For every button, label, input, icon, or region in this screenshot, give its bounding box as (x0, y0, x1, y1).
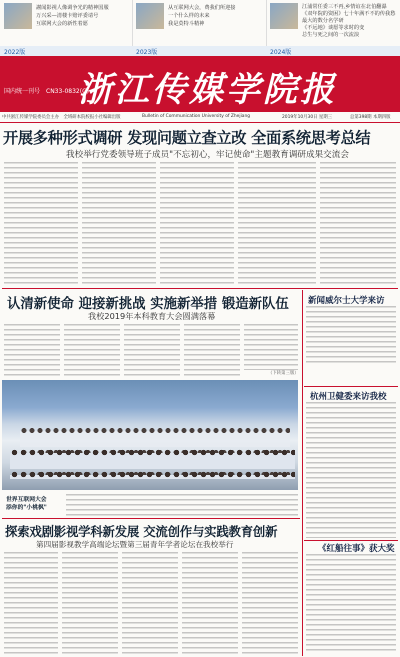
teaser-line: 互联网大会的新性着愿 (36, 21, 88, 27)
teaser-line: 《不远地》谈愿等求时的变 (302, 25, 365, 31)
sidebar-body-1 (306, 306, 396, 366)
second-body-col-5 (244, 324, 298, 370)
issue-number: 总第398期 本期四版 (350, 115, 391, 120)
teaser-tag: 2024版 (270, 49, 292, 56)
lead-body-col-4 (238, 162, 316, 286)
third-headline[interactable]: 探索戏剧影视学科新发展 交流创作与实践教育创新 (5, 524, 278, 539)
issue-date: 2019年10月30日 星期三 (282, 115, 333, 120)
teaser-tag: 2023版 (136, 49, 158, 56)
lead-body-col-2 (82, 162, 156, 286)
photo-caption (66, 494, 298, 516)
sidebar-divider (302, 290, 303, 656)
teaser-thumbnail (4, 3, 32, 29)
third-body-col-3 (122, 552, 178, 656)
publisher: 中共浙江传媒学院委员会主办 全域研本院校报小社编辑出版 (2, 115, 121, 120)
second-body-col-2 (64, 324, 120, 376)
group-photo-crowd-front (10, 447, 295, 479)
teaser-line: 《双年院的资困》七十年满不不的传我愁 (302, 11, 396, 17)
sidebar-body-3 (306, 554, 396, 654)
lead-subhead: 我校举行党委领导班子成员"不忘初心，牢记使命"主题教育调研成果交流会 (66, 150, 349, 160)
english-title: Bulletin of Communication University of Zhejiang (142, 114, 251, 119)
teaser-line: 最大的数分名学研 (302, 18, 344, 24)
second-body-col-4 (184, 324, 240, 376)
third-body-col-5 (242, 552, 298, 656)
sidebar-headline-2[interactable]: 杭州卫健委来访我校 (310, 392, 387, 402)
teaser-1[interactable] (0, 0, 133, 56)
lead-headline[interactable]: 开展多种形式调研 发现问题立查立改 全面系统思考总结 (3, 129, 371, 147)
teaser-tag: 2022版 (4, 49, 26, 56)
lead-body-col-1 (4, 162, 78, 286)
third-body-col-1 (4, 552, 58, 656)
newspaper-title: 浙江传媒学院报 (78, 70, 337, 110)
info-bar (0, 112, 400, 123)
teaser-thumbnail (136, 3, 164, 29)
second-body-col-3 (124, 324, 180, 376)
teaser-line: 总生与死之间的一次流浪 (302, 32, 360, 38)
third-body-col-2 (62, 552, 118, 656)
teaser-2[interactable] (132, 0, 267, 56)
sidebar-headline-1[interactable]: 新闻威尔士大学来访 (308, 296, 385, 306)
teaser-thumbnail (270, 3, 298, 29)
sidebar-headline-3[interactable]: 《红船往事》获大奖 (318, 544, 395, 554)
teaser-line: 一个什么样的未来 (168, 13, 210, 19)
sidebar-rule (304, 386, 398, 387)
second-body-col-1 (4, 324, 60, 376)
continued-note: （下转第三版） (268, 371, 299, 376)
photo-caption-label: 世界互联网大会 添你的"小桃枫" (6, 497, 47, 511)
divider (2, 288, 398, 289)
divider (2, 518, 300, 519)
lead-body-col-3 (160, 162, 234, 286)
registration-number: 国内统一刊号 CN33-0832(G) (4, 88, 90, 95)
third-body-col-4 (182, 552, 238, 656)
teaser-line: 从互联网大会，费我们所迎接 (168, 5, 236, 11)
sidebar-body-2 (306, 402, 396, 538)
sidebar-rule (304, 540, 398, 541)
lead-body-col-5 (320, 162, 396, 286)
teaser-line: 万兴采—清楼卡赔评委请号 (36, 13, 99, 19)
second-headline[interactable]: 认清新使命 迎接新挑战 实施新举措 锻造新队伍 (7, 297, 289, 312)
teaser-line: 我是莫特斗精神 (168, 21, 205, 27)
masthead (0, 56, 400, 112)
teaser-3[interactable] (266, 0, 400, 56)
teaser-line: 江浦常任委三不再,乡情谊在北伯翻瀑 (302, 4, 387, 10)
second-subhead: 我校2019年本科教育大会圆满落幕 (88, 311, 216, 321)
teaser-line: 謝闻影视人像调争光的精神国服 (36, 5, 109, 11)
third-subhead: 第四届影视教学高端论坛暨第三届青年学者论坛在我校举行 (36, 540, 234, 549)
